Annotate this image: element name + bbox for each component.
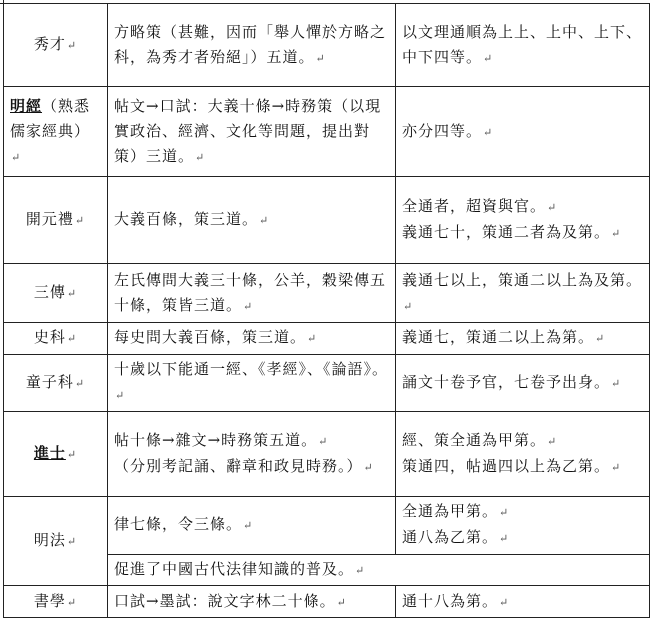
category-cell bbox=[4, 176, 108, 263]
grading-cell bbox=[396, 496, 650, 554]
paragraph-mark: ↵ bbox=[611, 227, 622, 240]
grading-cell bbox=[396, 264, 650, 323]
table-row bbox=[4, 264, 650, 323]
grading-text: 策通四，帖過四以上為乙第。 bbox=[402, 456, 611, 475]
paragraph-mark: ↵ bbox=[307, 332, 318, 346]
paragraph-mark: ↵ bbox=[315, 51, 326, 65]
category-label-bold: 進士 bbox=[33, 443, 66, 462]
paragraph-mark: ↵ bbox=[499, 595, 510, 609]
exam-table-document bbox=[3, 3, 649, 618]
method-cell bbox=[108, 496, 396, 554]
paragraph-mark: ↵ bbox=[499, 506, 510, 520]
category-cell bbox=[4, 496, 108, 585]
grading-line bbox=[402, 525, 643, 551]
method-cell bbox=[108, 354, 396, 411]
paragraph-mark: ↵ bbox=[595, 332, 606, 346]
category-cell bbox=[4, 4, 108, 87]
category-label: 三傳 bbox=[33, 283, 66, 302]
paragraph-mark: ↵ bbox=[66, 535, 78, 549]
paragraph-mark: ↵ bbox=[11, 150, 22, 164]
method-text: 帖十條→雜文→時務策五道。 bbox=[114, 430, 318, 449]
paragraph-mark: ↵ bbox=[66, 447, 78, 461]
paragraph-mark: ↵ bbox=[403, 299, 414, 313]
paragraph-mark: ↵ bbox=[74, 214, 86, 227]
table-row bbox=[4, 496, 650, 554]
category-cell bbox=[4, 411, 108, 496]
note-cell bbox=[108, 554, 650, 586]
method-cell bbox=[108, 411, 396, 496]
note-text: 促進了中國古代法律知識的普及。 bbox=[114, 560, 355, 579]
paragraph-mark: ↵ bbox=[336, 595, 347, 609]
method-text: 律七條，令三條。 bbox=[114, 515, 243, 534]
paragraph-mark: ↵ bbox=[547, 434, 558, 448]
paragraph-mark: ↵ bbox=[66, 287, 78, 301]
grading-text: 通十八為第。 bbox=[402, 591, 499, 610]
method-cell bbox=[108, 264, 396, 323]
category-label-note: （熟悉儒家經典） bbox=[10, 96, 91, 140]
paragraph-mark: ↵ bbox=[318, 434, 329, 448]
method-cell bbox=[108, 87, 396, 176]
grading-text: 誦文十卷予官，七卷予出身。 bbox=[402, 372, 611, 391]
method-text: 十歲以下能通一經、《孝經》、《論語》。 bbox=[114, 360, 389, 379]
category-label: 開元禮 bbox=[25, 210, 74, 228]
table-row bbox=[4, 4, 650, 87]
category-cell bbox=[4, 354, 108, 411]
method-cell bbox=[108, 323, 396, 355]
category-label: 秀才 bbox=[33, 35, 66, 54]
category-label-bold: 明經 bbox=[10, 96, 43, 115]
category-cell bbox=[4, 87, 108, 176]
grading-cell bbox=[396, 176, 650, 263]
paragraph-mark: ↵ bbox=[243, 519, 254, 533]
grading-cell bbox=[396, 4, 650, 87]
paragraph-mark: ↵ bbox=[499, 532, 510, 546]
grading-cell bbox=[396, 354, 650, 411]
method-text: 方略策（甚難，因而「舉人憚於方略之科，為秀才者殆絕」）五道。 bbox=[114, 22, 387, 66]
method-text: 口試→墨試：說文字林二十條。 bbox=[114, 591, 336, 610]
paragraph-mark: ↵ bbox=[66, 332, 78, 346]
method-text: 大義百條，策三道。 bbox=[114, 210, 259, 228]
paragraph-mark: ↵ bbox=[355, 564, 366, 578]
table-row bbox=[4, 176, 650, 263]
method-text: 左氏傳問大義三十條，公羊，穀梁傳五十條，策皆三道。 bbox=[114, 270, 387, 314]
method-text: 帖文→口試：大義十條→時務策（以現實政治、經濟、文化等問題，提出對策）三道。 bbox=[114, 96, 382, 165]
paragraph-mark: ↵ bbox=[66, 39, 78, 53]
paragraph-mark: ↵ bbox=[611, 376, 622, 390]
grading-text: 義通七以上，策通二以上為及第。 bbox=[402, 270, 643, 289]
paragraph-mark: ↵ bbox=[483, 51, 494, 65]
grading-cell bbox=[396, 586, 650, 618]
method-line bbox=[114, 428, 389, 454]
category-cell bbox=[4, 586, 108, 618]
grading-cell bbox=[396, 87, 650, 176]
grading-text: 通八為乙第。 bbox=[402, 528, 499, 547]
method-cell bbox=[108, 586, 396, 618]
grading-line bbox=[402, 428, 643, 454]
paragraph-mark: ↵ bbox=[115, 389, 126, 403]
table-row bbox=[4, 411, 650, 496]
method-text: 每史問大義百條，策三道。 bbox=[114, 328, 307, 347]
table-row bbox=[4, 323, 650, 355]
grading-text: 全通為甲第。 bbox=[402, 502, 499, 521]
grading-text: 義通七十，策通二者為及第。 bbox=[402, 223, 611, 241]
category-label: 童子科 bbox=[25, 372, 74, 391]
grading-line bbox=[402, 220, 643, 246]
category-label: 書學 bbox=[33, 591, 66, 610]
category-label: 明法 bbox=[33, 531, 66, 550]
method-cell bbox=[108, 176, 396, 263]
method-cell bbox=[108, 4, 396, 87]
category-cell bbox=[4, 264, 108, 323]
method-line bbox=[114, 454, 389, 480]
grading-cell bbox=[396, 323, 650, 355]
paragraph-mark: ↵ bbox=[195, 150, 206, 164]
grading-line bbox=[402, 194, 643, 220]
category-label: 史科 bbox=[33, 328, 66, 347]
grading-text: 經、策全通為甲第。 bbox=[402, 430, 547, 449]
table-row bbox=[4, 586, 650, 618]
table-row bbox=[4, 354, 650, 411]
exam-subjects-table bbox=[3, 3, 650, 618]
paragraph-mark: ↵ bbox=[363, 460, 374, 474]
grading-cell bbox=[396, 411, 650, 496]
paragraph-mark: ↵ bbox=[483, 125, 494, 139]
grading-line bbox=[402, 454, 643, 480]
method-text: （分別考記誦、辭章和政見時務。） bbox=[114, 456, 363, 475]
category-cell bbox=[4, 323, 108, 355]
grading-text: 以文理通順為上上、上中、上下、中下四等。 bbox=[402, 22, 643, 66]
paragraph-mark: ↵ bbox=[611, 460, 622, 474]
grading-text: 全通者，超資與官。 bbox=[402, 197, 547, 215]
paragraph-mark: ↵ bbox=[66, 595, 78, 609]
paragraph-mark: ↵ bbox=[74, 376, 86, 390]
grading-text: 義通七，策通二以上為第。 bbox=[402, 328, 595, 347]
grading-text: 亦分四等。 bbox=[402, 121, 483, 140]
paragraph-mark: ↵ bbox=[547, 201, 558, 214]
grading-line bbox=[402, 499, 643, 525]
table-row bbox=[4, 87, 650, 176]
paragraph-mark: ↵ bbox=[243, 299, 254, 313]
paragraph-mark: ↵ bbox=[259, 214, 270, 227]
